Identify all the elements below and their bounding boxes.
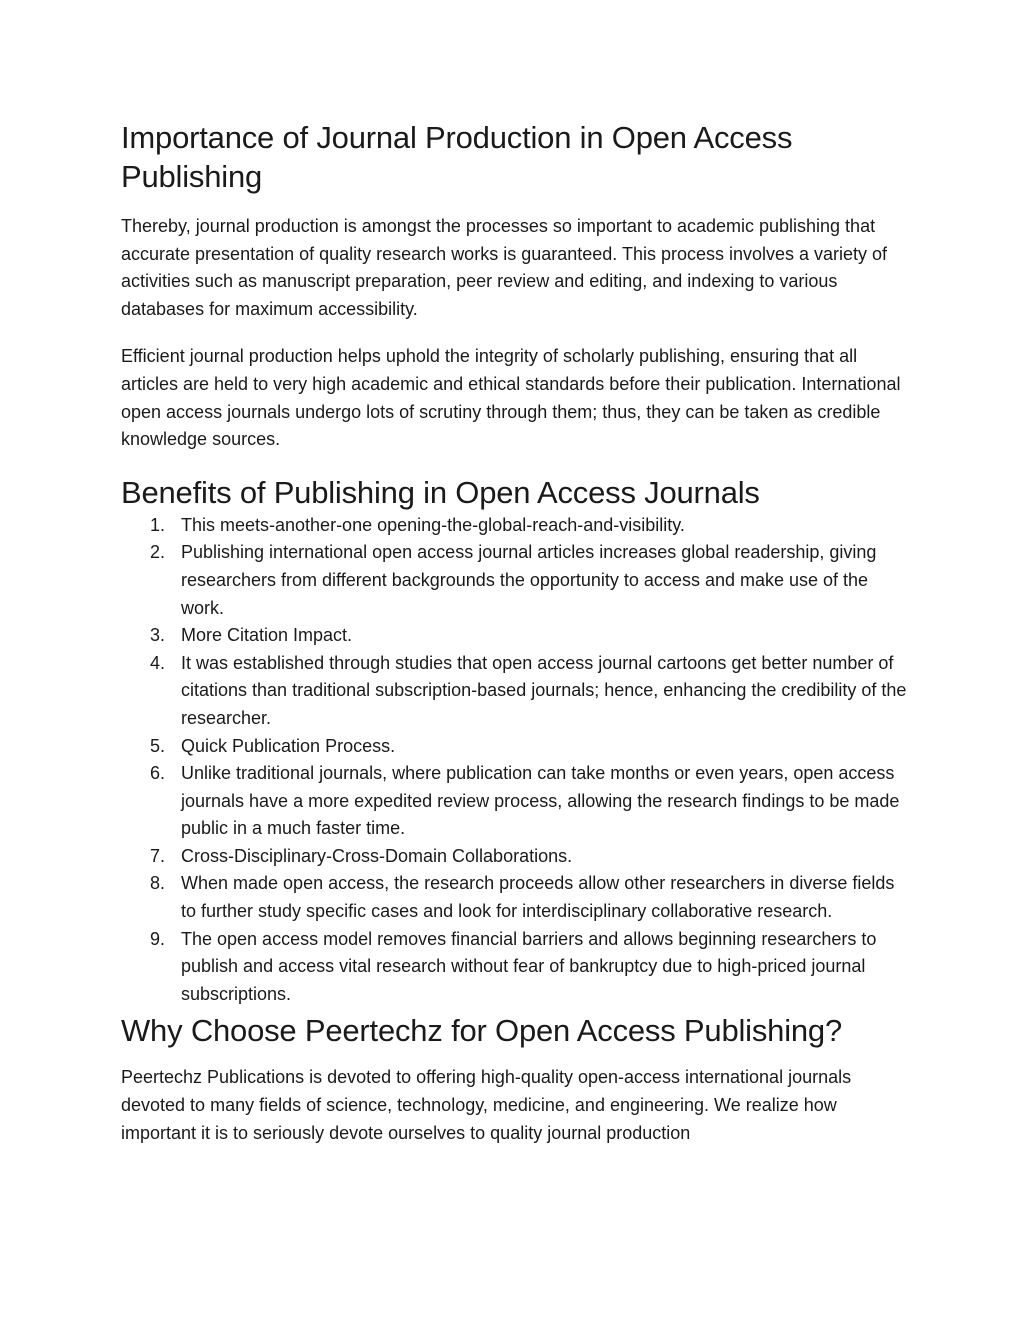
list-item-number: 7. [150, 845, 166, 866]
list-item-number: 5. [150, 735, 166, 756]
list-item-number: 6. [150, 763, 166, 784]
list-item-text: This meets-another-one opening-the-global-reach-and-visibility. [181, 514, 685, 535]
list-item-text: Publishing international open access journal articles increases global readership, giving researchers from different backgrounds the opportunity to access and make use of the work. [181, 542, 877, 618]
paragraph-importance-2: Efficient journal production helps uphold the integrity of scholarly publishing, ensuring that all articles are held to very high academic and ethical standards before their publication. International open access journals undergo lots of scrutiny through them; thus, they can be taken as credible knowledge sources. [121, 346, 901, 450]
paragraph-importance-1: Thereby, journal production is amongst the processes so important to academic publishing that accurate presentation of quality research works is guaranteed. This process involves a variety of activities such as manuscript preparation, peer review and editing, and indexing to various databases for maximum accessibility. [121, 216, 888, 319]
section-heading-benefits: Benefits of Publishing in Open Access Journals [121, 474, 760, 510]
list-item [121, 926, 911, 1009]
document-page [121, 118, 911, 1147]
list-item-text: Unlike traditional journals, where publication can take months or even years, open access journals have a more expedited review process, allowing the research findings to be made public in a much faster time. [181, 763, 900, 839]
list-item-text: Cross-Disciplinary-Cross-Domain Collaborations. [181, 845, 573, 866]
list-item [121, 733, 911, 761]
list-item [121, 843, 911, 871]
list-item [121, 870, 911, 925]
list-item [121, 512, 911, 540]
section-heading-why-peertechz: Why Choose Peertechz for Open Access Publishing? [121, 1013, 843, 1049]
list-item [121, 760, 911, 843]
paragraph-why-peertechz: Peertechz Publications is devoted to offering high-quality open-access international journals devoted to many fields of science, technology, medicine, and engineering. We realize how important it is to seriously devote ourselves to quality journal production [121, 1067, 852, 1143]
list-item-text: The open access model removes financial barriers and allows beginning researchers to publish and access vital research without fear of bankruptcy due to high-priced journal subscriptions. [181, 928, 877, 1004]
list-item-number: 4. [150, 652, 166, 673]
list-item-text: It was established through studies that open access journal cartoons get better number of citations than traditional subscription-based journals; hence, enhancing the credibility of the researcher. [181, 652, 907, 728]
list-item [121, 622, 911, 650]
list-item-number: 2. [150, 542, 166, 563]
list-item-number: 1. [150, 514, 166, 535]
list-item-number: 3. [150, 625, 166, 646]
list-item-text: When made open access, the research proceeds allow other researchers in diverse fields to further study specific cases and look for interdisciplinary collaborative research. [181, 873, 895, 922]
list-item-number: 8. [150, 873, 166, 894]
list-item [121, 650, 911, 733]
list-item [121, 539, 911, 622]
list-item-number: 9. [150, 928, 166, 949]
list-item-text: More Citation Impact. [181, 625, 353, 646]
benefits-list [121, 512, 911, 1009]
section-heading-importance: Importance of Journal Production in Open Access Publishing [121, 120, 793, 194]
list-item-text: Quick Publication Process. [181, 735, 396, 756]
